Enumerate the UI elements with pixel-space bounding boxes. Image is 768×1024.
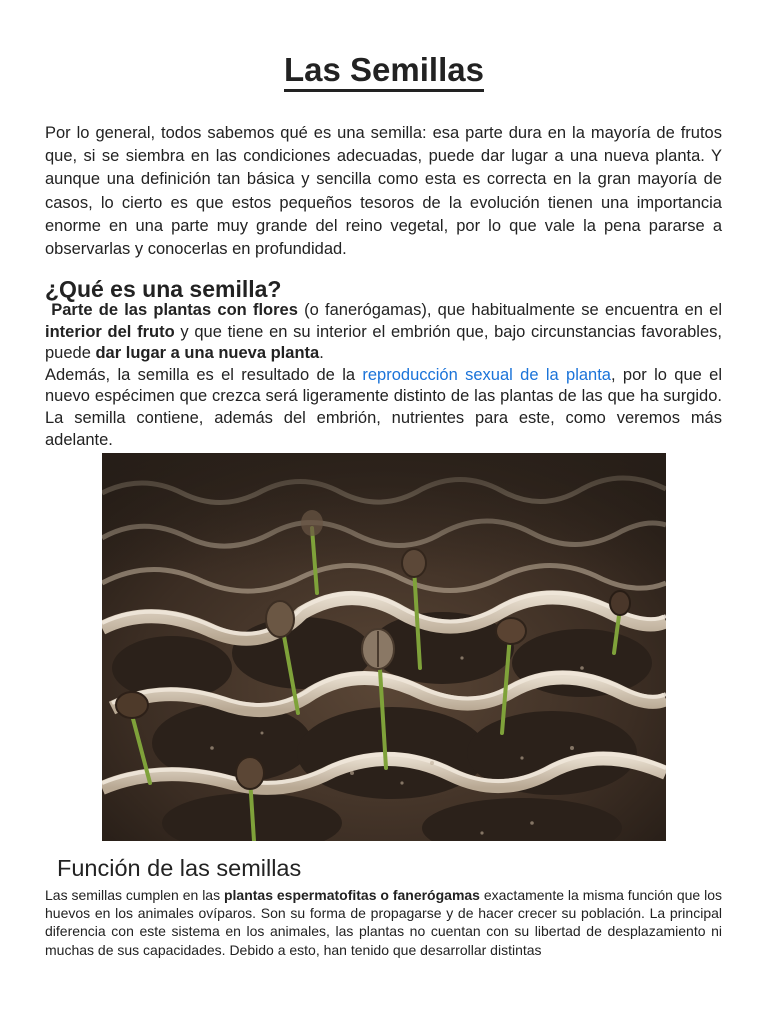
definition-paragraph bbox=[45, 300, 722, 365]
reproduction-paragraph bbox=[45, 365, 722, 451]
intro-paragraph: Por lo general, todos sabemos qué es una semilla: esa parte dura en la mayoría de frutos que, si se siembra en las condiciones adecuadas, puede dar lugar a una nueva planta. Y aunque una definición tan básica y sencilla como esta es correcta en la gran mayoría de casos, lo cierto es que estos pequeños tesoros de la evolución tienen una importancia enorme en una parte muy grande del reino vegetal, por lo que vale la pena pararse a observarlas y conocerlas en profundidad. bbox=[45, 124, 722, 259]
definition-text-3: . bbox=[319, 344, 324, 363]
bold-fruit-interior: interior del fruto bbox=[45, 322, 175, 341]
function-text-2: exactamente la misma función que los huevos en los animales ovíparos. Son su forma de propagarse y de hacer crecer su población. La principal diferencia con este sistema en los animales, las plantas no cuentan con su libertad de desplazamiento ni muchas de sus capacidades. Debido a esto, han tenido que desarrollar distintas bbox=[45, 887, 722, 958]
page-title-text: Las Semillas bbox=[284, 51, 484, 92]
bold-spermatophytes: plantas espermatofitas o fanerógamas bbox=[223, 887, 480, 903]
reproduction-text-1: Además, la semilla es el resultado de la bbox=[45, 365, 363, 384]
seedlings-photo bbox=[102, 453, 666, 841]
bold-flowering-plants: Parte de las plantas con flores bbox=[51, 301, 298, 319]
page-title bbox=[0, 50, 768, 90]
seedlings-illustration bbox=[102, 453, 666, 841]
definition-text-1: (o fanerógamas), que habitualmente se encuentra en el bbox=[297, 301, 722, 319]
section-heading-seed-function: Función de las semillas bbox=[57, 855, 302, 881]
definition-text-2: y que tiene en su interior el embrión que, bajo circunstancias favorables, puede bbox=[45, 322, 722, 363]
section-heading-what-is-seed: ¿Qué es una semilla? bbox=[45, 276, 282, 302]
definition-block bbox=[45, 300, 722, 451]
bold-new-plant: dar lugar a una nueva planta bbox=[95, 344, 320, 363]
function-paragraph bbox=[45, 886, 722, 959]
sexual-reproduction-link[interactable]: reproducción sexual de la planta bbox=[362, 365, 611, 384]
function-text-1: Las semillas cumplen en las bbox=[45, 887, 224, 903]
reproduction-text-2: , por lo que el nuevo espécimen que crezca será ligeramente distinto de las plantas de las que ha surgido. La semilla contiene, además del embrión, nutrientes para este, como veremos más adelante. bbox=[45, 365, 722, 449]
